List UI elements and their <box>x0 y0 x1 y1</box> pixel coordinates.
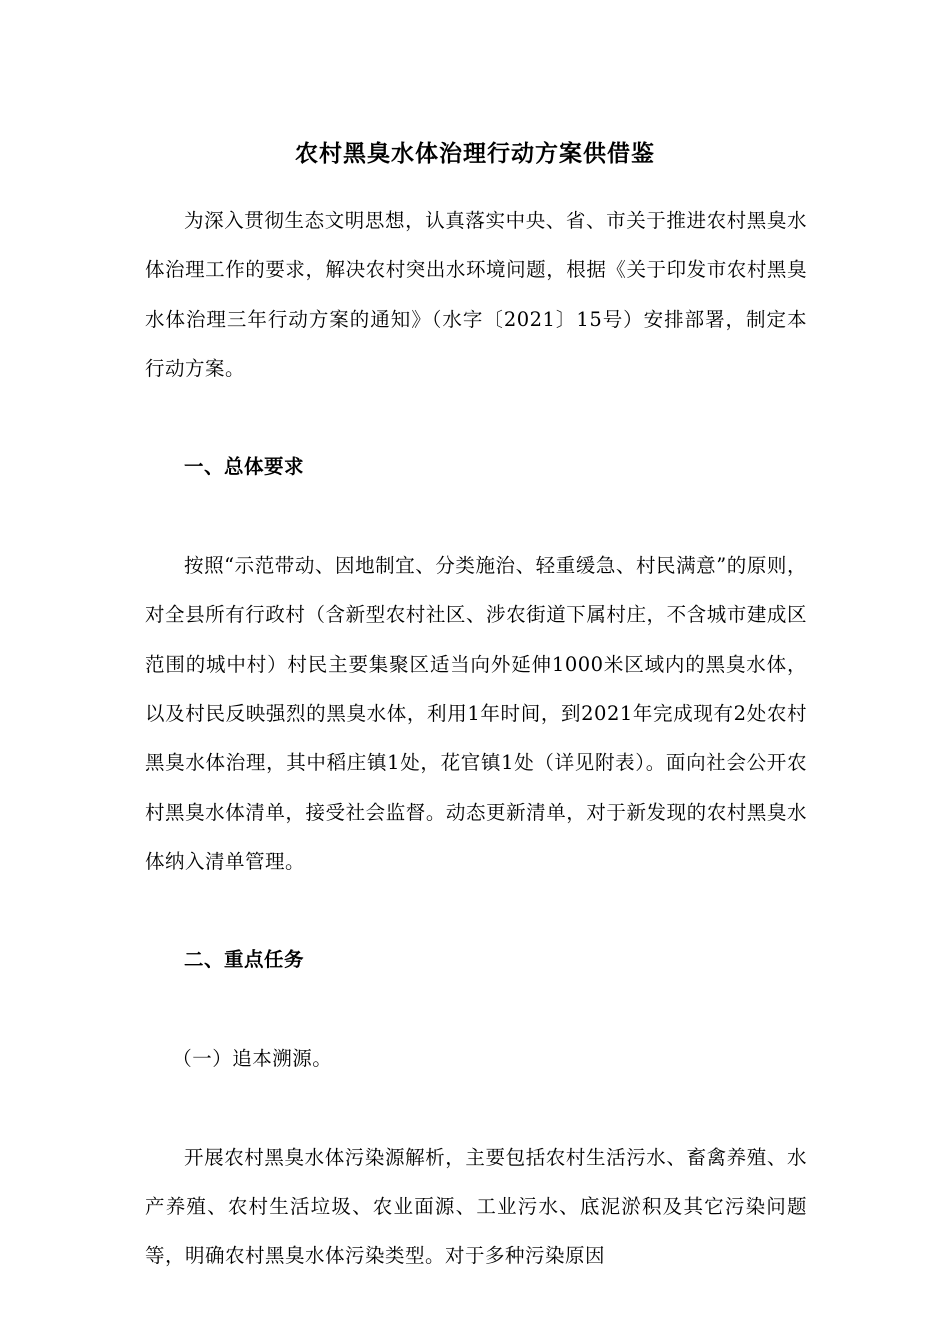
spacer <box>145 985 807 1034</box>
spacer <box>145 393 807 442</box>
section-heading-key-tasks: 二、重点任务 <box>184 948 305 972</box>
spacer <box>145 886 807 935</box>
subsection-heading-trace-source: （一）追本溯源。 <box>172 1047 333 1071</box>
document-title: 农村黑臭水体治理行动方案供借鉴 <box>295 140 655 167</box>
spacer <box>145 492 807 541</box>
section-heading-overall-requirements: 一、总体要求 <box>184 455 305 479</box>
document-body <box>145 196 807 1281</box>
trace-source-paragraph: 开展农村黑臭水体污染源解析，主要包括农村生活污水、畜禽养殖、水产养殖、农村生活垃圾、农业面源、工业污水、底泥淤积及其它污染问题等，明确农村黑臭水体污染类型。对于多种污染原因 <box>145 1145 807 1268</box>
spacer <box>145 1083 807 1132</box>
intro-paragraph: 为深入贯彻生态文明思想，认真落实中央、省、市关于推进农村黑臭水体治理工作的要求，解决农村突出水环境问题，根据《关于印发市农村黑臭水体治理三年行动方案的通知》（水字〔2021〕15号）安排部署，制定本行动方案。 <box>145 209 807 380</box>
overall-requirements-paragraph: 按照“示范带动、因地制宜、分类施治、轻重缓急、村民满意”的原则，对全县所有行政村（含新型农村社区、涉农街道下属村庄，不含城市建成区范围的城中村）村民主要集聚区适当向外延伸1000米区域内的黑臭水体，以及村民反映强烈的黑臭水体，利用1年时间，到2021年完成现有2处农村黑臭水体治理，其中稻庄镇1处，花官镇1处（详见附表）。面向社会公开农村黑臭水体清单，接受社会监督。动态更新清单，对于新发现的农村黑臭水体纳入清单管理。 <box>145 554 807 873</box>
